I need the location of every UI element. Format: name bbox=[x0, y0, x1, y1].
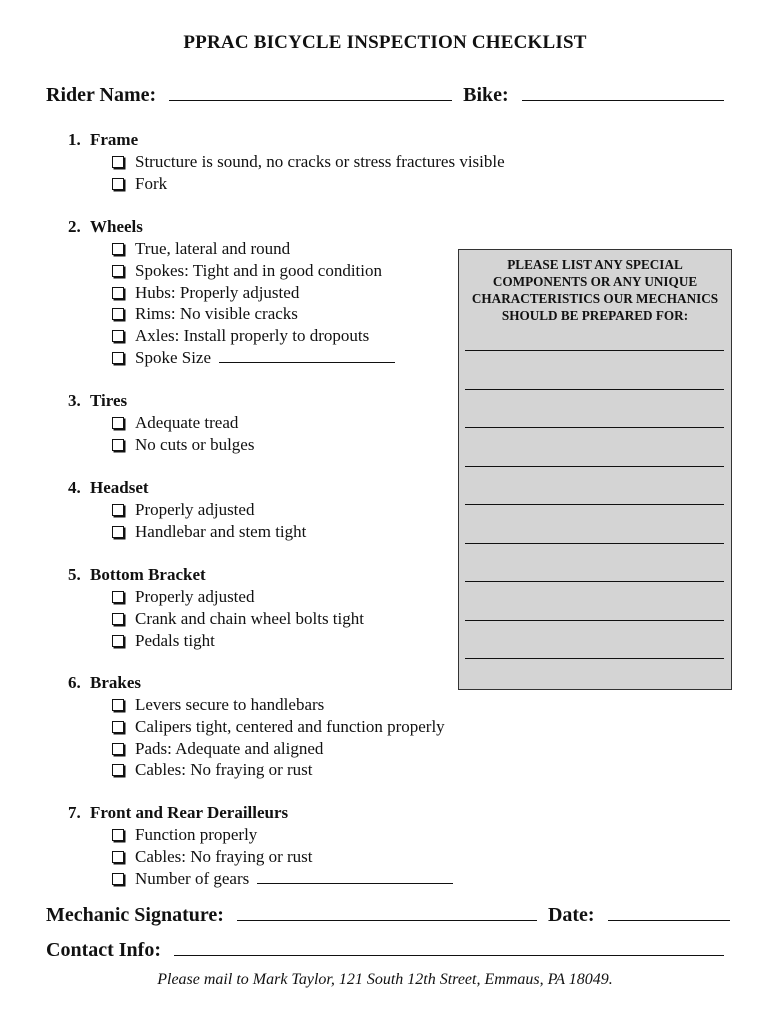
checklist-item bbox=[112, 630, 364, 652]
section-number: 3. bbox=[68, 391, 81, 410]
special-components-line[interactable] bbox=[465, 504, 724, 505]
checklist-item-label: Pedals tight bbox=[135, 630, 215, 650]
checklist-item bbox=[112, 238, 395, 260]
section-number: 4. bbox=[68, 478, 81, 497]
checklist-item bbox=[112, 173, 505, 195]
checklist-item-label: Hubs: Properly adjusted bbox=[135, 282, 300, 302]
checkbox[interactable] bbox=[112, 613, 124, 625]
section-front-and-rear-derailleurs bbox=[68, 802, 409, 889]
checklist-item-label: Number of gears bbox=[135, 868, 250, 888]
checklist-item bbox=[112, 325, 395, 347]
checklist-item bbox=[112, 521, 306, 543]
checklist-item-label: Handlebar and stem tight bbox=[135, 521, 307, 541]
checklist-item-label: True, lateral and round bbox=[135, 239, 291, 258]
mailing-instructions: Please mail to Mark Taylor, 121 South 12th Street, Emmaus, PA 18049. bbox=[157, 971, 613, 988]
section-bottom-bracket bbox=[68, 564, 364, 651]
mechanic-signature-label: Mechanic Signature: bbox=[46, 904, 224, 926]
checklist-item-label: Fork bbox=[135, 173, 168, 193]
checkbox[interactable] bbox=[112, 156, 124, 168]
checklist-item bbox=[112, 260, 395, 282]
checkbox[interactable] bbox=[112, 352, 124, 364]
checkbox[interactable] bbox=[112, 635, 124, 647]
section-heading bbox=[68, 129, 461, 151]
mechanic-signature-field[interactable] bbox=[237, 902, 537, 921]
checklist-item bbox=[112, 586, 364, 608]
checklist-item-label: Pads: Adequate and aligned bbox=[135, 738, 324, 758]
section-title: Tires bbox=[90, 391, 128, 410]
checkbox[interactable] bbox=[112, 526, 124, 538]
checkbox[interactable] bbox=[112, 265, 124, 277]
checklist-item bbox=[112, 846, 453, 868]
checklist-item bbox=[112, 716, 445, 738]
special-components-line[interactable] bbox=[465, 466, 724, 467]
checkbox[interactable] bbox=[112, 504, 124, 516]
section-heading bbox=[68, 216, 351, 238]
rider-bike-row bbox=[46, 82, 724, 107]
section-heading bbox=[68, 477, 262, 499]
contact-info-field[interactable] bbox=[174, 937, 724, 956]
checklist-item bbox=[112, 824, 453, 846]
checklist-item bbox=[112, 282, 395, 304]
checklist-item-label: Axles: Install properly to dropouts bbox=[135, 326, 370, 346]
section-title: Brakes bbox=[90, 673, 141, 692]
special-components-heading: PLEASE LIST ANY SPECIAL COMPONENTS OR ANY UNIQUE CHARACTERISTICS OUR MECHANICS SHOULD BE PREPARED FOR: bbox=[471, 257, 719, 323]
section-number: 6. bbox=[68, 673, 81, 692]
section-title: Frame bbox=[90, 130, 139, 149]
checklist-item-label: Calipers tight, centered and function properly bbox=[135, 716, 445, 736]
section-tires bbox=[68, 390, 255, 456]
checklist-item bbox=[112, 303, 395, 325]
section-brakes bbox=[68, 672, 445, 781]
contact-info-row bbox=[46, 937, 724, 962]
section-headset bbox=[68, 477, 307, 543]
checklist-item bbox=[112, 608, 364, 630]
checklist-item bbox=[112, 434, 254, 456]
bike-label: Bike: bbox=[463, 84, 509, 106]
checkbox[interactable] bbox=[112, 721, 124, 733]
checkbox[interactable] bbox=[112, 178, 124, 190]
checklist-item-value-field[interactable] bbox=[257, 869, 453, 884]
checklist-item-label: Properly adjusted bbox=[135, 587, 255, 606]
checklist-item-label: Spokes: Tight and in good condition bbox=[135, 260, 382, 280]
checklist-item bbox=[112, 868, 453, 890]
checklist-item-label: Adequate tread bbox=[135, 413, 239, 432]
checklist-item-label: Crank and chain wheel bolts tight bbox=[135, 608, 364, 628]
checkbox[interactable] bbox=[112, 287, 124, 299]
checkbox[interactable] bbox=[112, 591, 124, 603]
checklist-item bbox=[112, 151, 505, 173]
section-heading bbox=[68, 564, 320, 586]
checklist-item-label: Function properly bbox=[135, 825, 258, 844]
checkbox[interactable] bbox=[112, 873, 124, 885]
special-components-line[interactable] bbox=[465, 620, 724, 621]
section-number: 5. bbox=[68, 565, 81, 584]
section-number: 7. bbox=[68, 803, 81, 822]
checklist-item-label: Cables: No fraying or rust bbox=[135, 760, 313, 780]
section-frame bbox=[68, 129, 505, 195]
date-field[interactable] bbox=[608, 902, 730, 921]
special-components-line[interactable] bbox=[465, 350, 724, 351]
checklist-item bbox=[112, 694, 445, 716]
checkbox[interactable] bbox=[112, 764, 124, 776]
checkbox[interactable] bbox=[112, 243, 124, 255]
checkbox[interactable] bbox=[112, 417, 124, 429]
signature-date-row bbox=[46, 902, 730, 927]
rider-name-field[interactable] bbox=[169, 82, 452, 101]
section-number: 2. bbox=[68, 217, 81, 236]
special-components-line[interactable] bbox=[465, 427, 724, 428]
special-components-line[interactable] bbox=[465, 581, 724, 582]
checkbox[interactable] bbox=[112, 829, 124, 841]
section-title: Wheels bbox=[90, 217, 143, 236]
form-title: PPRAC BICYCLE INSPECTION CHECKLIST bbox=[183, 32, 587, 53]
checklist-item bbox=[112, 738, 445, 760]
section-wheels bbox=[68, 216, 382, 369]
checklist-item-label: Spoke Size bbox=[135, 347, 212, 367]
section-heading bbox=[68, 802, 409, 824]
section-title: Headset bbox=[90, 478, 149, 497]
section-heading bbox=[68, 390, 210, 412]
checklist-item-label: Levers secure to handlebars bbox=[135, 695, 325, 714]
contact-info-label: Contact Info: bbox=[46, 939, 161, 961]
checklist-item-value-field[interactable] bbox=[219, 348, 395, 363]
checklist-item-label: Rims: No visible cracks bbox=[135, 304, 298, 324]
section-number: 1. bbox=[68, 130, 81, 149]
checkbox[interactable] bbox=[112, 851, 124, 863]
checklist-item bbox=[112, 347, 395, 369]
checkbox[interactable] bbox=[112, 439, 124, 451]
checklist-item bbox=[112, 412, 254, 434]
special-components-box bbox=[458, 249, 732, 690]
bike-field[interactable] bbox=[522, 82, 724, 101]
checkbox[interactable] bbox=[112, 699, 124, 711]
checklist-item bbox=[112, 499, 306, 521]
rider-name-label: Rider Name: bbox=[46, 84, 157, 106]
checklist-item-label: Properly adjusted bbox=[135, 500, 255, 519]
date-label: Date: bbox=[547, 904, 595, 926]
section-title: Bottom Bracket bbox=[90, 565, 206, 584]
special-components-line[interactable] bbox=[465, 389, 724, 390]
checkbox[interactable] bbox=[112, 743, 124, 755]
checklist-item-label: Cables: No fraying or rust bbox=[135, 846, 313, 866]
checklist-item-label: Structure is sound, no cracks or stress fractures visible bbox=[135, 152, 505, 171]
checklist-item bbox=[112, 759, 445, 781]
section-heading bbox=[68, 672, 401, 694]
special-components-line[interactable] bbox=[465, 658, 724, 659]
section-title: Front and Rear Derailleurs bbox=[90, 803, 289, 822]
special-components-line[interactable] bbox=[465, 543, 724, 544]
checkbox[interactable] bbox=[112, 308, 124, 320]
checklist-item-label: No cuts or bulges bbox=[135, 434, 255, 454]
checkbox[interactable] bbox=[112, 330, 124, 342]
